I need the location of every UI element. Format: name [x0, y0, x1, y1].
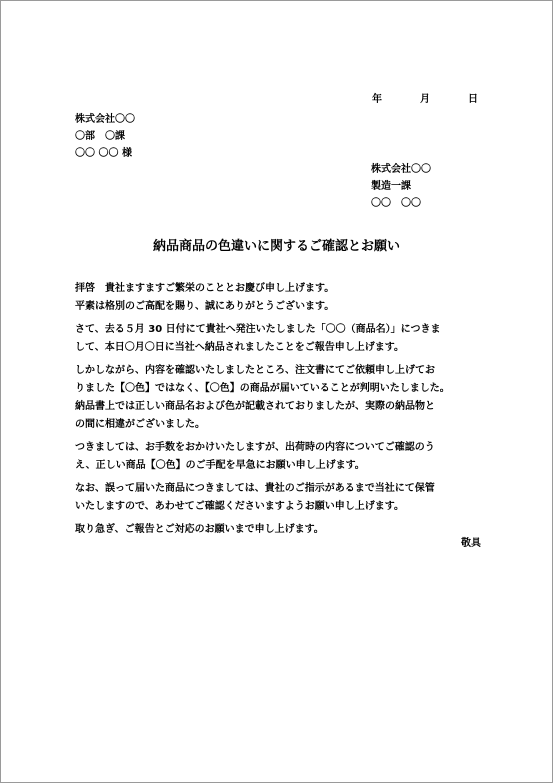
- sender-name: 〇〇 〇〇: [371, 198, 421, 209]
- closing-paragraph: [75, 521, 495, 539]
- recipient-name: 〇〇 〇〇 様: [75, 148, 132, 159]
- request-paragraph: [75, 439, 495, 475]
- date-day: 日: [468, 94, 478, 105]
- body-line: しかしながら、内容を確認いたしましたところ、注文書にてご依頼申し上げてお: [75, 365, 435, 376]
- body-line: え、正しい商品【〇色】のご手配を早急にお願い申し上げます。: [75, 460, 365, 471]
- recipient-company: 株式会社〇〇: [75, 114, 135, 125]
- date-line: [372, 94, 478, 106]
- body-line: 納品書上では正しい商品名および色が記載されておりましたが、実際の納品物と: [75, 401, 435, 412]
- body-line: りました【〇色】ではなく、【〇色】の商品が届いていることが判明いたしました。: [75, 383, 450, 394]
- closing-remark: 敬具: [461, 538, 481, 549]
- issue-paragraph: [75, 362, 495, 434]
- date-month: 月: [420, 94, 430, 105]
- body-line: 拝啓 貴社ますますご繁栄のこととお慶び申し上げます。: [75, 283, 335, 294]
- body-line: いたしますので、あわせてご確認くださいますようお願い申し上げます。: [75, 501, 404, 512]
- letter-body: [75, 280, 495, 544]
- sender-company: 株式会社〇〇: [371, 164, 431, 175]
- recipient-department: 〇部 〇課: [75, 131, 125, 142]
- body-line: つきましては、お手数をおかけいたしますが、出荷時の内容についてご確認のう: [75, 442, 435, 453]
- recipient-block: [75, 114, 135, 165]
- body-line: して、本日〇月〇日に当社へ納品されましたことをご報告申し上げます。: [75, 342, 404, 353]
- body-line: なお、誤って届いた商品につきましては、貴社のご指示があるまで当社にて保管: [75, 483, 435, 494]
- body-line: の間に相違がございました。: [75, 419, 205, 430]
- greeting-paragraph: [75, 280, 495, 316]
- body-line: 取り急ぎ、ご報告とご対応のお願いまで申し上げます。: [75, 524, 324, 535]
- sender-block: [371, 164, 431, 215]
- body-line: 平素は格別のご高配を賜り、誠にありがとうございます。: [75, 301, 335, 312]
- order-paragraph: [75, 321, 495, 357]
- body-line: さて、去る５月 30 日付にて貴社へ発注いたしました「〇〇（商品名）」につきま: [75, 324, 441, 335]
- date-year: 年: [372, 94, 382, 105]
- sender-department: 製造一課: [371, 181, 411, 192]
- storage-paragraph: [75, 480, 495, 516]
- letter-title: 納品商品の色違いに関するご確認とお願い: [152, 239, 400, 254]
